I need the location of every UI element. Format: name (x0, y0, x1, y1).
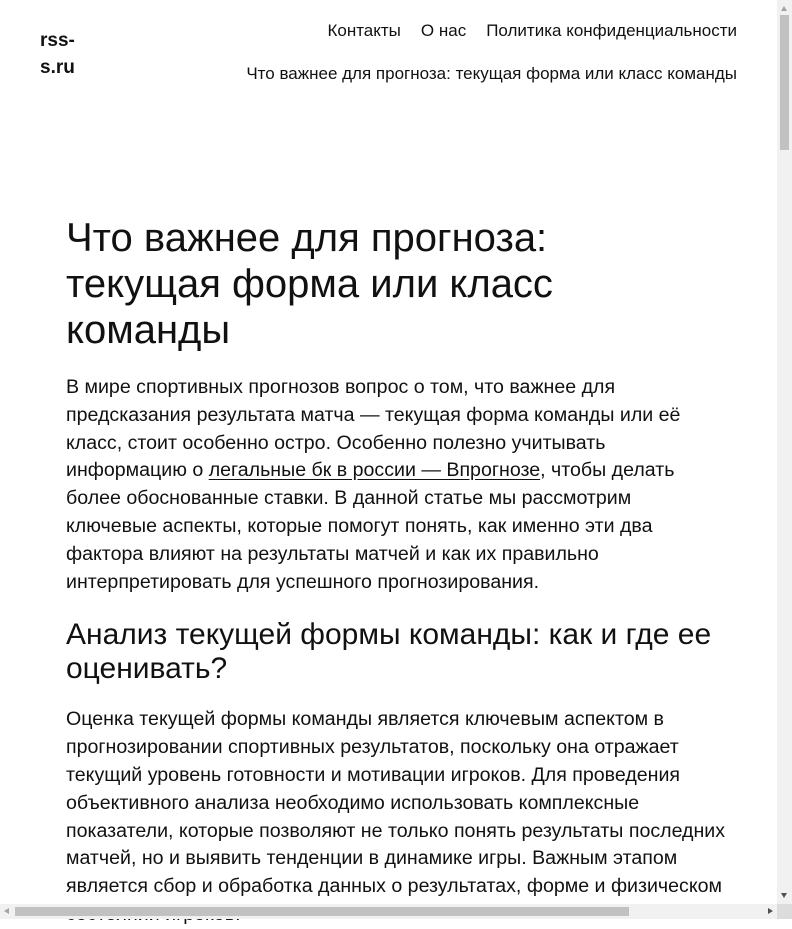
nav-link-about[interactable]: О нас (420, 21, 467, 40)
section-heading: Анализ текущей формы команды: как и где ее оценивать? (66, 618, 712, 686)
site-title[interactable]: rss-s.ru (40, 30, 75, 78)
scroll-right-arrow-icon[interactable] (768, 908, 773, 914)
nav-link-current-article[interactable]: Что важнее для прогноза: текущая форма или класс команды (246, 64, 737, 83)
article-intro (66, 374, 726, 596)
vertical-scrollbar[interactable] (777, 0, 792, 904)
intro-text-after-link: , чтобы делать более обоснованные ставки. В данной статье мы рассмотрим ключевые аспекты, которые помогут понять, как именно эти два фактора влияют на результаты матчей и как их правильно интерпретировать для успешного прогнозирования. (66, 459, 675, 593)
horizontal-scrollbar[interactable] (0, 904, 777, 919)
horizontal-scrollbar-thumb[interactable] (15, 907, 629, 916)
intro-text-before-link: В мире спортивных прогнозов вопрос о том, что важнее для предсказания результата матча — текущая форма команды или её класс, стоит особенно остро. Особенно полезно учитывать информацию о (66, 376, 681, 482)
primary-nav (327, 20, 737, 42)
intro-link-legal-bookmakers[interactable]: легальные бк в россии — Впрогнозе (208, 459, 541, 482)
article-title: Что важнее для прогноза: текущая форма или класс команды (66, 216, 553, 352)
scrollbar-corner (777, 904, 792, 919)
scroll-down-arrow-icon[interactable] (781, 893, 787, 898)
vertical-scrollbar-thumb[interactable] (780, 15, 789, 150)
section-paragraph: Оценка текущей формы команды является ключевым аспектом в прогнозировании спортивных результатов, поскольку она отражает текущий уровень готовности и мотивации игроков. Для проведения объективного анализа необходимо использовать комплексные показатели, которые позволяют не только понять результаты последних матчей, но и выявить тенденции в динамике игры. Важным этапом является сбор и обработка данных о результатах, форме и физическом (66, 708, 726, 898)
nav-link-privacy-policy[interactable]: Политика конфиденциальности (486, 21, 737, 40)
scroll-up-arrow-icon[interactable] (781, 6, 787, 11)
nav-link-contacts[interactable]: Контакты (327, 21, 401, 40)
article (66, 215, 726, 929)
scroll-left-arrow-icon[interactable] (4, 908, 9, 914)
